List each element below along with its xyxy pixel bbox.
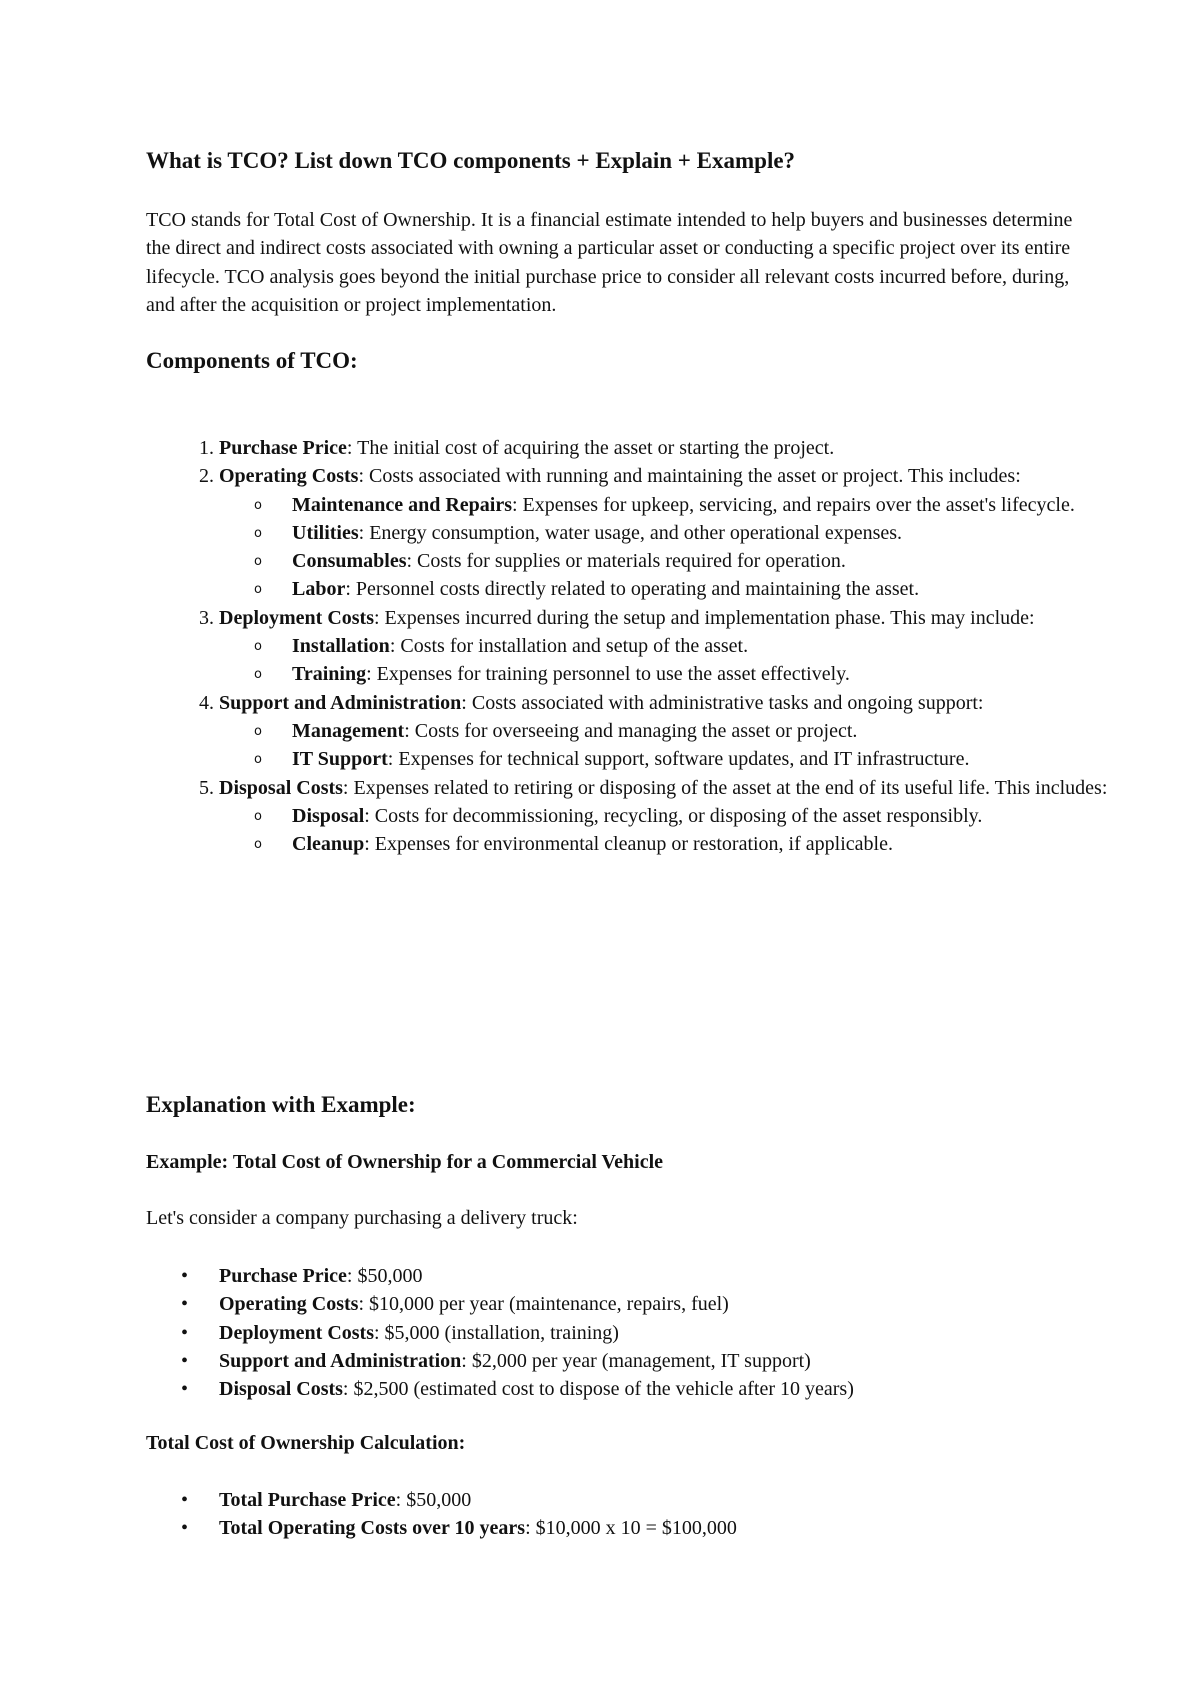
components-heading: Components of TCO: [146,348,358,373]
sub-desc: : Expenses for technical support, software updates, and IT infrastructure. [387,748,970,771]
calc-desc: : $50,000 [395,1489,472,1511]
example-desc: : $5,000 (installation, training) [374,1321,619,1344]
component-sublist [219,802,1149,859]
example-desc: : $10,000 per year (maintenance, repairs, fuel) [358,1293,729,1316]
example-term: Purchase Price [219,1265,347,1287]
sub-term: Labor [292,578,346,601]
sub-desc: : Costs for decommissioning, recycling, or disposing of the asset responsibly. [364,804,983,827]
component-sublist [219,632,1149,689]
sub-item [292,830,1149,858]
component-sublist [219,717,1089,774]
component-term: Support and Administration [219,691,462,714]
component-desc: : The initial cost of acquiring the asset or starting the project. [346,437,835,459]
sub-item [292,745,1089,773]
sub-item [292,575,1143,603]
sub-item [292,519,1143,547]
example-item [219,1262,1149,1290]
example-term: Deployment Costs [219,1321,374,1344]
sub-term: IT Support [292,748,388,771]
component-desc: : Costs associated with administrative tasks and ongoing support: [461,691,984,714]
calc-heading: Total Cost of Ownership Calculation: [146,1432,466,1454]
component-item [219,689,1149,774]
example-intro: Let's consider a company purchasing a delivery truck: [146,1207,578,1229]
sub-desc: : Expenses for upkeep, servicing, and repairs over the asset's lifecycle. [512,493,1075,516]
component-term: Operating Costs [219,465,359,488]
component-sublist [219,491,1143,604]
sub-term: Cleanup [292,833,365,856]
example-item [219,1290,1149,1318]
example-heading: Example: Total Cost of Ownership for a Commercial Vehicle [146,1151,664,1173]
calc-item [219,1486,1149,1514]
calc-term: Total Purchase Price [219,1489,396,1511]
sub-desc: : Personnel costs directly related to operating and maintaining the asset. [345,578,920,601]
component-item [219,774,1149,859]
sub-term: Management [292,719,405,742]
component-desc: : Costs associated with running and maintaining the asset or project. This includes: [358,465,1021,488]
component-term: Disposal Costs [219,776,343,799]
example-desc: : $50,000 [346,1265,423,1287]
example-item [219,1347,1149,1375]
example-desc: : $2,500 (estimated cost to dispose of the vehicle after 10 years) [342,1378,854,1401]
sub-term: Installation [292,635,390,658]
example-term: Disposal Costs [219,1378,343,1401]
calc-desc: : $10,000 x 10 = $100,000 [525,1517,737,1540]
calc-list [146,1486,1149,1543]
component-desc: : Expenses incurred during the setup and implementation phase. This may include: [374,606,1035,629]
sub-term: Utilities [292,521,359,544]
example-list [146,1262,1149,1403]
sub-item [292,547,1143,575]
sub-item [292,802,1149,830]
sub-item [292,660,1149,688]
document-title: What is TCO? List down TCO components + Explain + Example? [146,148,796,173]
example-desc: : $2,000 per year (management, IT support) [461,1349,811,1372]
sub-term: Maintenance and Repairs [292,493,512,516]
sub-term: Consumables [292,550,407,573]
calc-term: Total Operating Costs over 10 years [219,1517,526,1540]
sub-item [292,491,1143,519]
sub-desc: : Costs for overseeing and managing the asset or project. [404,719,858,742]
component-term: Purchase Price [219,437,347,459]
sub-desc: : Expenses for training personnel to use the asset effectively. [366,663,850,686]
component-item [219,462,1149,603]
example-item [219,1375,1149,1403]
sub-desc: : Expenses for environmental cleanup or restoration, if applicable. [364,833,893,856]
sub-item [292,717,1089,745]
sub-item [292,632,1149,660]
sub-desc: : Costs for supplies or materials required for operation. [406,550,846,573]
sub-desc: : Costs for installation and setup of the asset. [389,635,749,658]
intro-paragraph: TCO stands for Total Cost of Ownership. It is a financial estimate intended to help buyers and businesses determine the direct and indirect costs associated with owning a particular asset or conducting a specific project over its entire lifecycle. TCO analysis goes beyond the initial purchase price to consider all relevant costs incurred before, during, and after the acquisition or project implementation. [146,209,1073,316]
component-item [219,604,1149,689]
sub-desc: : Energy consumption, water usage, and other operational expenses. [358,521,903,544]
component-item [219,434,1149,462]
example-item [219,1319,1149,1347]
sub-term: Training [292,663,367,686]
example-term: Support and Administration [219,1349,462,1372]
sub-term: Disposal [292,804,365,827]
explanation-heading: Explanation with Example: [146,1092,416,1117]
component-desc: : Expenses related to retiring or disposing of the asset at the end of its useful life. This includes: [342,776,1108,799]
component-term: Deployment Costs [219,606,374,629]
calc-item [219,1514,1149,1542]
example-term: Operating Costs [219,1293,359,1316]
components-list [146,434,1149,858]
